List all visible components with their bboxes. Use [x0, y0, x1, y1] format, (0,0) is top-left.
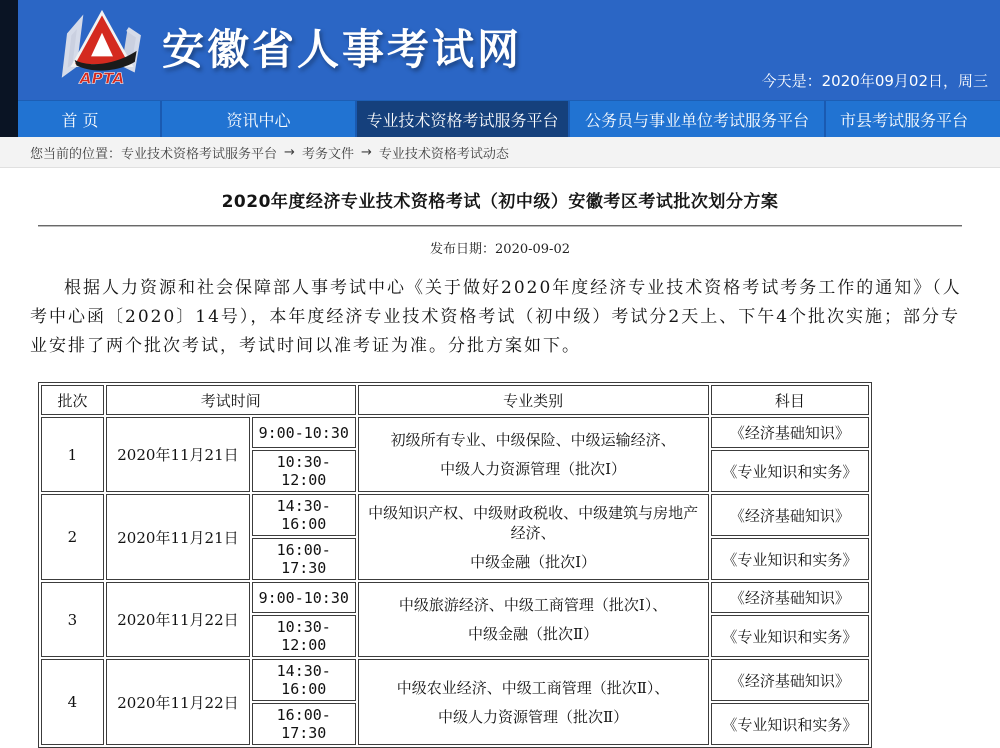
exam-category-line1: 中级旅游经济、中级工商管理（批次Ⅰ）、 — [398, 596, 668, 614]
site-header — [0, 0, 1000, 100]
site-title: 安徽省人事考试网 — [162, 25, 523, 74]
table-row — [41, 494, 869, 536]
nav-item-civil-servant-platform[interactable]: 公务员与事业单位考试服务平台 — [570, 101, 826, 137]
exam-subject: 《专业知识和实务》 — [711, 615, 869, 657]
exam-subject: 《经济基础知识》 — [711, 659, 869, 701]
apta-logo[interactable] — [56, 9, 148, 91]
col-header-batch: 批次 — [41, 385, 104, 415]
exam-category-line2: 中级人力资源管理（批次Ⅰ） — [440, 460, 627, 478]
exam-category — [358, 417, 709, 492]
main-nav — [0, 100, 1000, 137]
table-header-row — [41, 385, 869, 415]
exam-date: 2020年11月21日 — [106, 494, 250, 580]
breadcrumb-arrow-icon: → — [284, 144, 295, 160]
exam-time: 14:30-16:00 — [252, 659, 356, 701]
exam-category-line1: 初级所有专业、中级保险、中级运输经济、 — [390, 431, 676, 449]
exam-time: 14:30-16:00 — [252, 494, 356, 536]
title-divider — [38, 225, 962, 227]
breadcrumb-link-platform[interactable]: 专业技术资格考试服务平台 — [121, 146, 278, 162]
nav-item-home[interactable]: 首 页 — [0, 101, 162, 137]
col-header-subject: 科目 — [711, 385, 869, 415]
publish-date-value: 2020-09-02 — [495, 242, 570, 257]
exam-date: 2020年11月22日 — [106, 659, 250, 745]
today-date-text: 今天是：2020年09月02日，周三 — [761, 72, 988, 90]
batch-number: 1 — [41, 417, 104, 492]
exam-category — [358, 659, 709, 745]
breadcrumb-link-exam-documents[interactable]: 考务文件 — [301, 146, 354, 162]
batch-number: 4 — [41, 659, 104, 745]
article-title: 2020年度经济专业技术资格考试（初中级）安徽考区考试批次划分方案 — [221, 192, 779, 212]
exam-subject: 《专业知识和实务》 — [711, 450, 869, 492]
nav-item-news-center[interactable]: 资讯中心 — [162, 101, 357, 137]
exam-batch-table — [38, 382, 872, 748]
publish-date-label: 发布日期： — [430, 242, 496, 257]
table-row — [41, 659, 869, 701]
nav-item-professional-exam-platform[interactable]: 专业技术资格考试服务平台 — [357, 101, 570, 137]
breadcrumb-link-exam-news[interactable]: 专业技术资格考试动态 — [378, 146, 509, 162]
breadcrumb-arrow-icon: → — [360, 144, 372, 160]
exam-time: 10:30-12:00 — [252, 615, 356, 657]
batch-number: 2 — [41, 494, 104, 580]
article-paragraph: 根据人力资源和社会保障部人事考试中心《关于做好2020年度经济专业技术资格考试考务工作的通知》（人考中心函〔2020〕14号），本年度经济专业技术资格考试（初中级）考试分2天上、下午4个批次实施；部分专业安排了两个批次考试，考试时间以准考证为准。分批方案如下。 — [30, 278, 962, 356]
nav-item-city-county-platform[interactable]: 市县考试服务平台 — [839, 110, 968, 130]
exam-category-line1: 中级农业经济、中级工商管理（批次Ⅱ）、 — [396, 678, 670, 697]
col-header-category: 专业类别 — [358, 385, 709, 415]
breadcrumb-prefix: 您当前的位置： — [30, 146, 122, 162]
exam-time: 16:00-17:30 — [252, 538, 356, 580]
table-row — [41, 582, 869, 613]
exam-subject: 《经济基础知识》 — [711, 582, 869, 613]
batch-number: 3 — [41, 582, 104, 657]
exam-time: 9:00-10:30 — [252, 417, 356, 448]
col-header-time: 考试时间 — [106, 385, 356, 415]
exam-subject: 《专业知识和实务》 — [711, 703, 869, 745]
exam-category — [358, 494, 709, 580]
exam-subject: 《专业知识和实务》 — [711, 538, 869, 580]
exam-category-line2: 中级人力资源管理（批次Ⅱ） — [437, 707, 629, 726]
exam-time: 9:00-10:30 — [252, 582, 356, 613]
exam-category-line2: 中级金融（批次Ⅱ） — [467, 625, 599, 643]
article-content — [0, 187, 1000, 748]
left-edge-strip — [0, 0, 18, 137]
table-row — [41, 417, 869, 448]
exam-date: 2020年11月22日 — [106, 582, 250, 657]
exam-date: 2020年11月21日 — [106, 417, 250, 492]
breadcrumb — [0, 137, 1000, 168]
exam-category-line1: 中级知识产权、中级财政税收、中级建筑与房地产经济、 — [368, 503, 699, 542]
exam-subject: 《经济基础知识》 — [711, 417, 869, 448]
exam-category — [358, 582, 709, 657]
exam-category-line2: 中级金融（批次Ⅰ） — [470, 552, 597, 571]
exam-time: 10:30-12:00 — [252, 450, 356, 492]
exam-time: 16:00-17:30 — [252, 703, 356, 745]
apta-logo-graphic — [56, 9, 148, 91]
exam-subject: 《经济基础知识》 — [711, 494, 869, 536]
svg-text:APTA: APTA — [79, 69, 125, 88]
publish-date — [0, 238, 1000, 257]
